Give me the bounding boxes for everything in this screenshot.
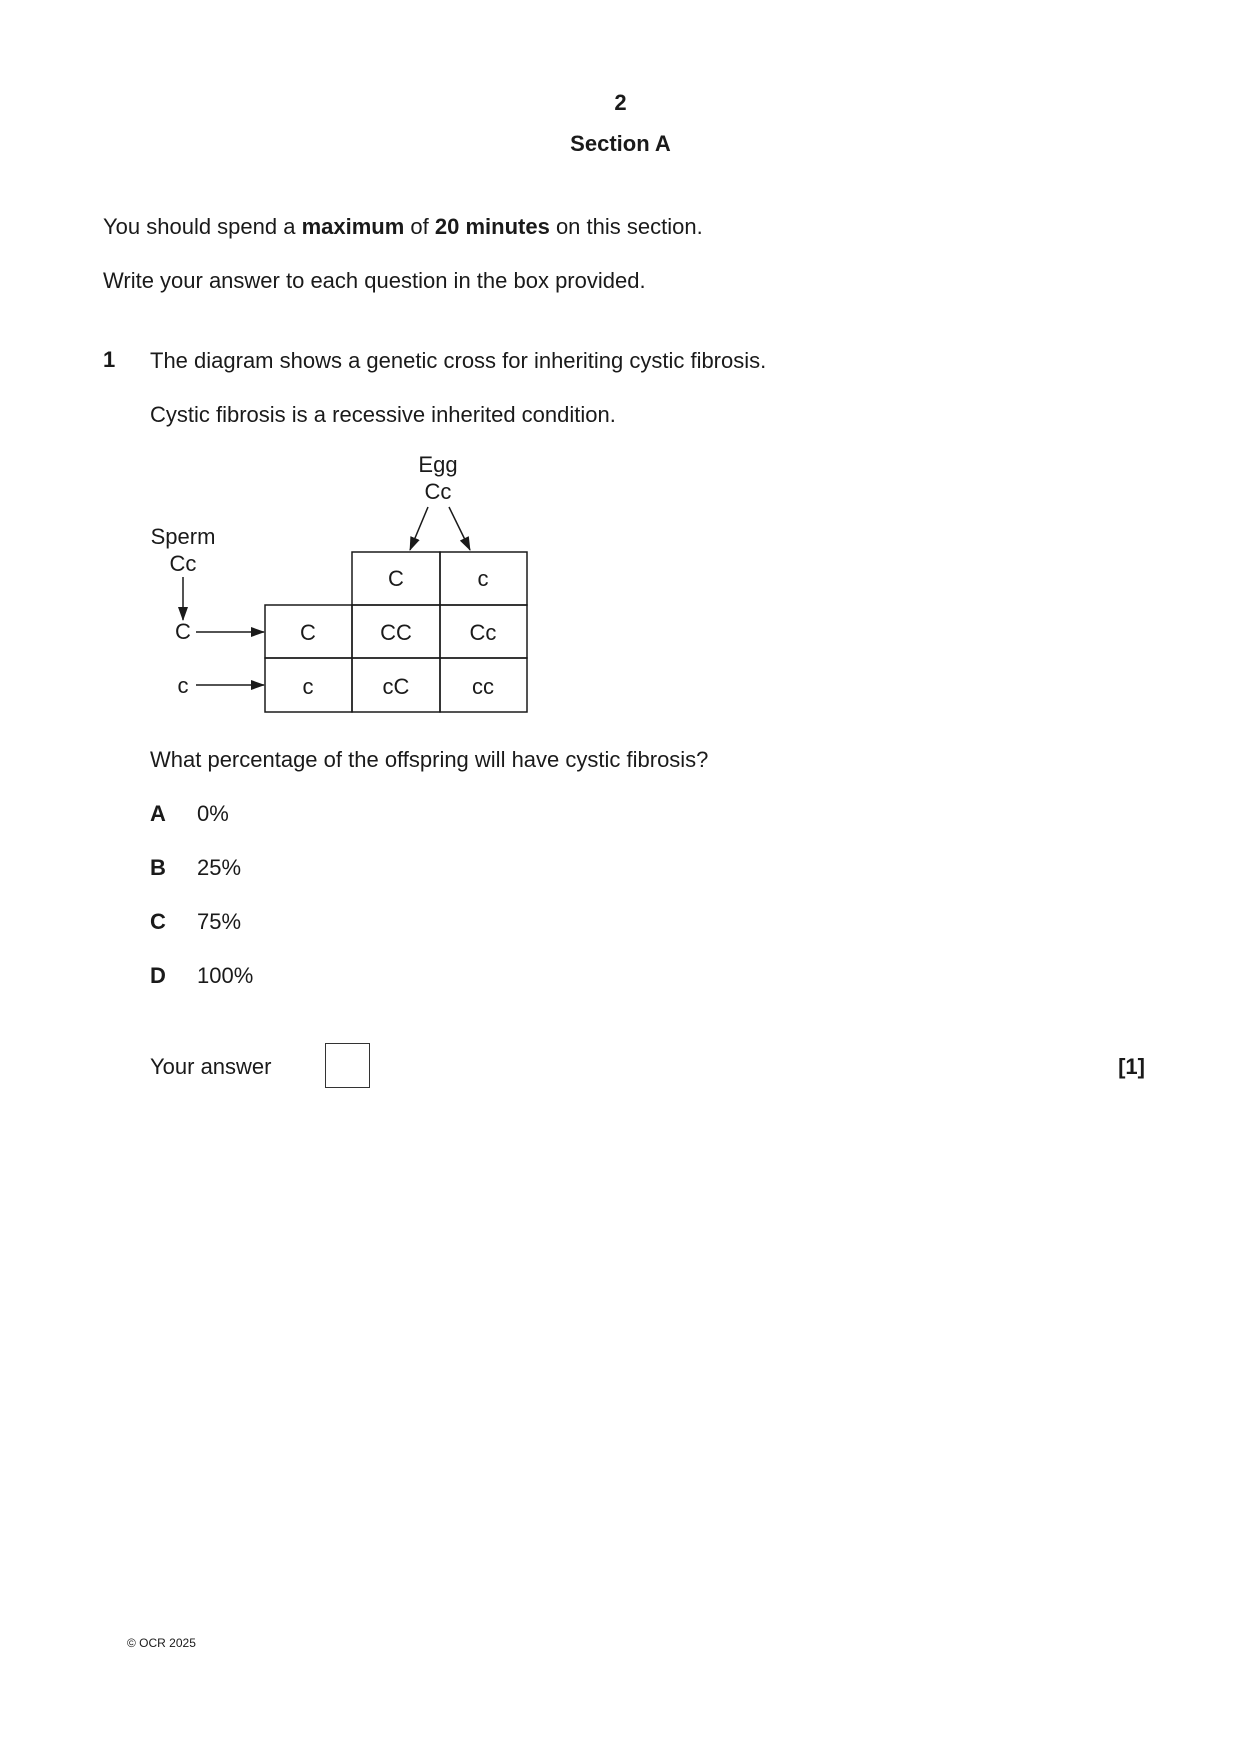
offspring-genotype: CC [380,620,412,645]
marks-label: [1] [1118,1054,1145,1079]
offspring-genotype: cc [472,674,494,699]
egg-arrow-left [410,507,428,550]
instruction-text: You should spend a [103,214,302,239]
question-prompt: What percentage of the offspring will have cystic fibrosis? [150,747,709,772]
sperm-genotype: Cc [169,551,197,576]
instruction-answer-box: Write your answer to each question in the box provided. [103,268,646,293]
option-value: 25% [197,855,242,880]
option-c [150,909,166,935]
sperm-label: Sperm [150,524,216,549]
option-letter: B [150,855,166,880]
egg-arrow-right [449,507,470,550]
sperm-allele: c [177,673,189,698]
egg-allele-header: c [477,566,489,591]
instruction-emphasis: maximum [301,214,405,239]
question-intro: The diagram shows a genetic cross for inheriting cystic fibrosis. [150,348,767,373]
option-a [150,801,166,827]
egg-genotype: Cc [424,479,452,504]
option-value: 0% [197,801,229,826]
option-value: 75% [197,909,242,934]
answer-box[interactable] [325,1043,370,1088]
answer-label: Your answer [150,1054,272,1079]
option-b [150,855,166,881]
sperm-allele: C [175,619,191,644]
option-letter: C [150,909,166,934]
egg-label: Egg [418,452,458,477]
option-letter: D [150,963,166,988]
option-value: 100% [197,963,254,988]
offspring-genotype: Cc [469,620,497,645]
question-number: 1 [103,347,116,372]
instruction-text: on this section. [549,214,703,239]
section-title: Section A [570,131,671,156]
sperm-allele-header: c [302,674,314,699]
sperm-allele-header: C [300,620,316,645]
page-number: 2 [614,90,627,115]
copyright-footer: © OCR 2025 [127,1636,196,1650]
option-d [150,963,166,989]
instruction-emphasis: 20 minutes [434,214,550,239]
offspring-genotype: cC [382,674,410,699]
option-letter: A [150,801,166,826]
question-fact: Cystic fibrosis is a recessive inherited condition. [150,402,616,427]
instruction-text: of [404,214,435,239]
egg-allele-header: C [388,566,404,591]
